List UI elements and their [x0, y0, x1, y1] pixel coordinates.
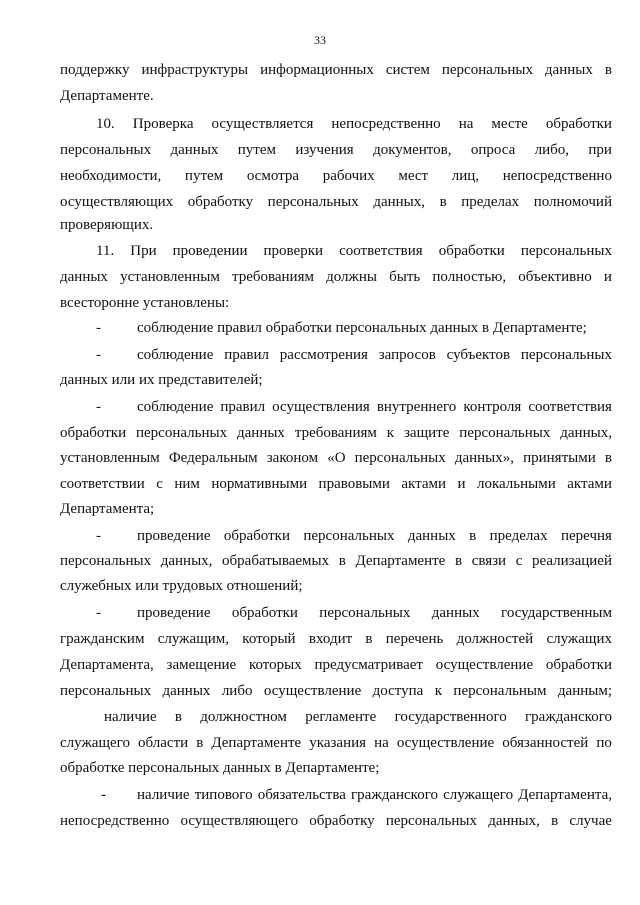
- word: непосредственно: [60, 813, 170, 829]
- word: данных: [170, 142, 219, 158]
- word: мест: [398, 168, 429, 184]
- word: перечня: [560, 528, 612, 544]
- word: соблюдение: [137, 399, 214, 415]
- word: указания: [309, 735, 367, 751]
- word: соответствии: [60, 476, 145, 492]
- page-number: 33: [314, 33, 326, 47]
- word: государственным: [501, 605, 612, 621]
- word: инфраструктуры: [141, 62, 249, 78]
- list-dash: -: [96, 320, 101, 336]
- list-item-line: [137, 785, 612, 805]
- word: внутреннего: [376, 399, 457, 415]
- word: типового: [194, 787, 253, 803]
- text-line: [60, 629, 612, 649]
- list-item-line: [104, 707, 612, 727]
- word: информационных: [260, 62, 374, 78]
- word: актами: [401, 476, 447, 492]
- word: либо: [221, 683, 253, 699]
- word: необходимости,: [60, 168, 162, 184]
- word: регламенте: [305, 709, 377, 725]
- word: замещение: [166, 657, 237, 673]
- word: случае: [569, 813, 612, 829]
- paragraph-10-line: [96, 114, 612, 134]
- word: гражданского: [525, 709, 612, 725]
- text-line: [60, 681, 612, 701]
- word: нормативными: [211, 476, 308, 492]
- word: должностном: [200, 709, 287, 725]
- word: должны: [326, 269, 378, 285]
- word: соответствия: [339, 243, 423, 259]
- word: полностью,: [432, 269, 507, 285]
- list-item-line: [137, 526, 612, 546]
- text-line: служебных или трудовых отношений;: [60, 578, 303, 594]
- word: к: [386, 425, 395, 441]
- word: осуществление: [396, 735, 495, 751]
- word: наличие: [104, 709, 157, 725]
- word: данных: [407, 528, 456, 544]
- word: пределах: [461, 194, 520, 210]
- text-line: [60, 267, 612, 287]
- word: осуществление: [435, 657, 534, 673]
- word: рассмотрения: [279, 347, 368, 363]
- text-line: Департаменте.: [60, 88, 154, 104]
- word: входит: [308, 631, 353, 647]
- word: проведение: [137, 528, 211, 544]
- word: области: [138, 735, 189, 751]
- text-line: проверяющих.: [60, 217, 154, 233]
- word: в: [604, 62, 612, 78]
- word: служащего: [443, 787, 514, 803]
- word: и: [457, 476, 466, 492]
- list-item-line: [137, 345, 612, 365]
- text-line: [60, 60, 612, 80]
- word: гражданского: [351, 787, 438, 803]
- text-line: [60, 733, 612, 753]
- word: перечень: [385, 631, 444, 647]
- word: в: [604, 450, 612, 466]
- word: Департаменте: [211, 735, 302, 751]
- word: обрабатываемых: [222, 553, 330, 569]
- word: персональных: [385, 813, 477, 829]
- word: данных: [544, 62, 593, 78]
- text-line: [60, 551, 612, 571]
- text-line: [60, 166, 612, 186]
- list-item-line: [137, 397, 612, 417]
- text-line: [60, 448, 612, 468]
- word: который: [242, 631, 296, 647]
- word: осуществление: [263, 683, 362, 699]
- word: данных»,: [454, 450, 514, 466]
- word: реализацией: [532, 553, 612, 569]
- word: в: [551, 813, 559, 829]
- word: установленным: [120, 269, 220, 285]
- word: непосредственно: [331, 116, 441, 132]
- word: гражданским: [60, 631, 145, 647]
- word: данных,: [160, 553, 213, 569]
- word: данных: [162, 683, 211, 699]
- text-line: обработке персональных данных в Департаменте;: [60, 760, 380, 776]
- word: персональных: [354, 450, 446, 466]
- word: персональных: [136, 425, 228, 441]
- word: обработки: [545, 657, 612, 673]
- word: при: [588, 142, 612, 158]
- word: поддержку: [60, 62, 130, 78]
- list-dash: -: [101, 787, 106, 803]
- word: рабочих: [322, 168, 375, 184]
- paragraph-11-line: [96, 241, 612, 261]
- word: в: [365, 631, 373, 647]
- word: либо,: [534, 142, 570, 158]
- word: персональных: [60, 683, 152, 699]
- word: проведение: [137, 605, 211, 621]
- word: в: [338, 553, 346, 569]
- word: соблюдение: [137, 347, 214, 363]
- word: в: [196, 735, 204, 751]
- word: правил: [220, 399, 266, 415]
- word: на: [374, 735, 389, 751]
- word: осмотра: [246, 168, 300, 184]
- word: служащим,: [157, 631, 230, 647]
- word: опроса: [470, 142, 516, 158]
- word: государственного: [394, 709, 507, 725]
- word: актами: [567, 476, 612, 492]
- word: персональных: [60, 142, 152, 158]
- word: обработку: [309, 813, 375, 829]
- word: Департамента,: [518, 787, 612, 803]
- text-line: [60, 655, 612, 675]
- word: Федеральным: [168, 450, 258, 466]
- word: обработки: [60, 425, 127, 441]
- word: предусматривает: [314, 657, 423, 673]
- word: обязанностей: [502, 735, 589, 751]
- word: лиц,: [451, 168, 480, 184]
- word: полномочий: [533, 194, 612, 210]
- word: обработки: [231, 605, 298, 621]
- word: данных,: [373, 194, 426, 210]
- word: связи: [471, 553, 507, 569]
- word: «О: [327, 450, 346, 466]
- word: Департамента,: [60, 657, 154, 673]
- word: данных: [60, 269, 108, 285]
- word: Проверка: [132, 116, 194, 132]
- text-line: Департамента;: [60, 501, 155, 517]
- word: ним: [174, 476, 200, 492]
- word: персональных: [60, 553, 152, 569]
- list-item-line: [137, 603, 612, 623]
- list-dash: -: [96, 347, 101, 363]
- word: документов,: [373, 142, 452, 158]
- word: по: [596, 735, 612, 751]
- text-line: [60, 474, 612, 494]
- word: При: [130, 243, 157, 259]
- word: на: [458, 116, 474, 132]
- word: осуществляется: [211, 116, 314, 132]
- text-line: данных или их представителей;: [60, 372, 263, 388]
- word: обязательства: [257, 787, 346, 803]
- list-dash: -: [96, 605, 101, 621]
- word: к: [434, 683, 443, 699]
- word: в: [454, 553, 463, 569]
- word: данных,: [488, 813, 540, 829]
- word: изучения: [295, 142, 354, 158]
- word: Департаменте: [355, 553, 446, 569]
- word: контроля: [463, 399, 522, 415]
- word: принятыми: [523, 450, 596, 466]
- word: пределах: [489, 528, 548, 544]
- word: непосредственно: [502, 168, 612, 184]
- word: персональных: [319, 605, 411, 621]
- word: 10.: [96, 116, 115, 132]
- list-dash: -: [96, 399, 101, 415]
- word: 11.: [96, 243, 115, 259]
- word: персональных: [459, 425, 551, 441]
- word: служащего: [60, 735, 130, 751]
- word: законом: [266, 450, 319, 466]
- word: в: [174, 709, 182, 725]
- word: требованиям: [294, 425, 377, 441]
- word: быть: [389, 269, 421, 285]
- text-line: [60, 192, 612, 212]
- word: правил: [224, 347, 269, 363]
- word: требованиям: [231, 269, 314, 285]
- word: должностей: [456, 631, 534, 647]
- word: которых: [248, 657, 302, 673]
- word: запросов: [378, 347, 436, 363]
- list-item-line: соблюдение правил обработки персональных данных в Департаменте;: [137, 320, 587, 336]
- word: данных: [431, 605, 480, 621]
- word: осуществляющего: [180, 813, 299, 829]
- word: персональных: [267, 194, 359, 210]
- word: персональных: [303, 528, 395, 544]
- word: служащих: [546, 631, 612, 647]
- word: проверки: [263, 243, 324, 259]
- text-line: [60, 423, 612, 443]
- word: и: [603, 269, 612, 285]
- word: с: [515, 553, 523, 569]
- word: путем: [237, 142, 277, 158]
- word: обработки: [438, 243, 505, 259]
- word: с: [156, 476, 163, 492]
- text-line: всесторонне установлены:: [60, 295, 230, 311]
- word: обработку: [187, 194, 254, 210]
- word: правовыми: [318, 476, 390, 492]
- word: обработки: [545, 116, 612, 132]
- word: осуществляющих: [60, 194, 174, 210]
- word: обработки: [223, 528, 290, 544]
- word: персональных: [520, 347, 612, 363]
- word: систем: [385, 62, 430, 78]
- word: в: [439, 194, 447, 210]
- word: персональных: [520, 243, 612, 259]
- word: персональных: [441, 62, 533, 78]
- word: путем: [184, 168, 224, 184]
- word: данным;: [557, 683, 612, 699]
- word: объективно: [518, 269, 592, 285]
- list-dash: -: [96, 528, 101, 544]
- word: наличие: [137, 787, 190, 803]
- word: осуществления: [272, 399, 370, 415]
- word: локальными: [476, 476, 556, 492]
- word: защите: [403, 425, 450, 441]
- word: доступа: [372, 683, 424, 699]
- word: данных,: [560, 425, 612, 441]
- word: в: [469, 528, 477, 544]
- word: субъектов: [446, 347, 511, 363]
- word: проведении: [172, 243, 248, 259]
- word: месте: [491, 116, 528, 132]
- word: соответствия: [528, 399, 612, 415]
- word: данных: [237, 425, 285, 441]
- text-line: [60, 811, 612, 831]
- text-line: [60, 140, 612, 160]
- word: установленным: [60, 450, 160, 466]
- word: персональным: [453, 683, 547, 699]
